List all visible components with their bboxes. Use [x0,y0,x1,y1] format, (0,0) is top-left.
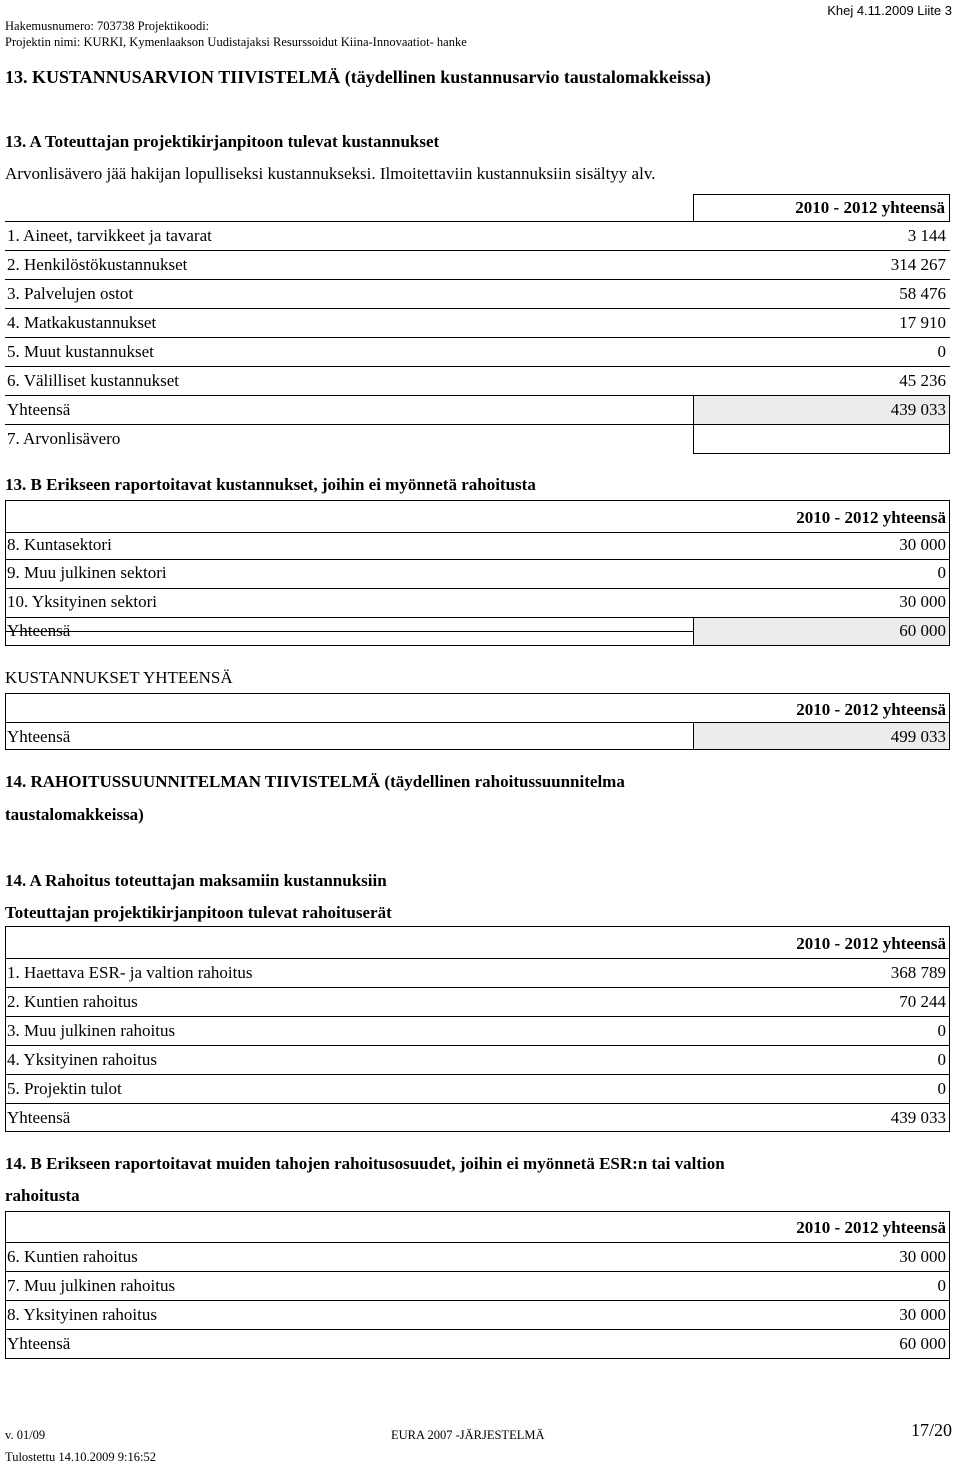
row-value: 0 [937,342,946,361]
total-value: 439 033 [890,1108,946,1127]
row-value: 0 [937,563,946,582]
total-label: Yhteensä [7,727,71,746]
table-13a-col-header: 2010 - 2012 yhteensä [795,198,945,217]
header-annex-label: Khej 4.11.2009 Liite 3 [827,3,952,18]
row-value: 30 000 [899,535,946,554]
section-14-title-line1: 14. RAHOITUSSUUNNITELMAN TIIVISTELMÄ (täydellinen rahoitussuunnitelma [5,772,625,791]
total-label: Yhteensä [7,621,71,640]
header-project-name: Projektin nimi: KURKI, Kymenlaakson Uudistajaksi Resurssoidut Kiina-Innovaatiot- hanke [5,35,467,49]
row-value: 58 476 [899,284,946,303]
row-value: 17 910 [899,313,946,332]
section-14a-title: 14. A Rahoitus toteuttajan maksamiin kustannuksiin [5,871,387,890]
row-value: 0 [937,1050,946,1069]
row-value: 30 000 [899,592,946,611]
vat-value-cell [693,424,950,454]
row-value: 30 000 [899,1247,946,1266]
header-application-number: Hakemusnumero: 703738 Projektikoodi: [5,19,210,33]
footer-version: v. 01/09 [5,1428,46,1442]
row-label: 4. Matkakustannukset [7,313,157,332]
row-label: 9. Muu julkinen sektori [7,563,167,582]
row-label: 5. Muut kustannukset [7,342,154,361]
row-label: 1. Haettava ESR- ja valtion rahoitus [7,963,253,982]
row-label: 2. Henkilöstökustannukset [7,255,188,274]
row-value: 368 789 [890,963,946,982]
row-label: 6. Välilliset kustannukset [7,371,180,390]
total-value: 499 033 [890,727,946,746]
row-value: 0 [937,1079,946,1098]
total-label: Yhteensä [7,1334,71,1353]
section-13a-note: Arvonlisävero jää hakijan lopulliseksi kustannukseksi. Ilmoitettaviin kustannuksiin sisältyy alv. [5,164,656,183]
table-13b-col-header: 2010 - 2012 yhteensä [796,508,946,527]
row-label: 2. Kuntien rahoitus [7,992,138,1011]
section-13-title: 13. KUSTANNUSARVION TIIVISTELMÄ (täydellinen kustannusarvio taustalomakkeissa) [5,67,711,87]
vat-label: 7. Arvonlisävero [7,429,121,448]
table-13a-header-cell [693,194,950,222]
footer-printed-timestamp: Tulostettu 14.10.2009 9:16:52 [5,1450,156,1464]
row-value: 0 [937,1276,946,1295]
row-value: 45 236 [899,371,946,390]
row-value: 3 144 [907,226,946,245]
row-label: 1. Aineet, tarvikkeet ja tavarat [7,226,212,245]
section-14b-title-line1: 14. B Erikseen raportoitavat muiden tahojen rahoitusosuudet, joihin ei myönnetä ESR:n tai valtion [5,1154,725,1173]
row-label: 8. Kuntasektori [7,535,112,554]
section-13a-title: 13. A Toteuttajan projektikirjanpitoon tulevat kustannukset [5,132,440,151]
section-14b-title-line2: rahoitusta [5,1186,80,1205]
total-label: Yhteensä [7,1108,71,1127]
row-label: 7. Muu julkinen rahoitus [7,1276,176,1295]
row-label: 10. Yksityinen sektori [7,592,157,611]
section-14a-subtitle: Toteuttajan projektikirjanpitoon tulevat rahoituserät [5,903,392,922]
row-value: 314 267 [890,255,946,274]
total-label: Yhteensä [7,400,71,419]
costs-total-title: KUSTANNUKSET YHTEENSÄ [5,668,233,687]
row-value: 70 244 [899,992,946,1011]
total-value: 60 000 [899,621,946,640]
total-value: 60 000 [899,1334,946,1353]
row-label: 8. Yksityinen rahoitus [7,1305,157,1324]
row-label: 6. Kuntien rahoitus [7,1247,138,1266]
costs-total-col-header: 2010 - 2012 yhteensä [796,700,946,719]
footer-system: EURA 2007 -JÄRJESTELMÄ [391,1428,545,1442]
row-label: 3. Palvelujen ostot [7,284,134,303]
row-value: 0 [937,1021,946,1040]
table-14b-col-header: 2010 - 2012 yhteensä [796,1218,946,1237]
total-value: 439 033 [890,400,946,419]
footer-page-number: 17/20 [910,1420,952,1440]
section-14-title-line2: taustalomakkeissa) [5,805,144,824]
row-label: 4. Yksityinen rahoitus [7,1050,157,1069]
row-value: 30 000 [899,1305,946,1324]
table-14a-col-header: 2010 - 2012 yhteensä [796,934,946,953]
row-label: 3. Muu julkinen rahoitus [7,1021,176,1040]
section-13b-title: 13. B Erikseen raportoitavat kustannukset, joihin ei myönnetä rahoitusta [5,475,536,494]
row-label: 5. Projektin tulot [7,1079,122,1098]
